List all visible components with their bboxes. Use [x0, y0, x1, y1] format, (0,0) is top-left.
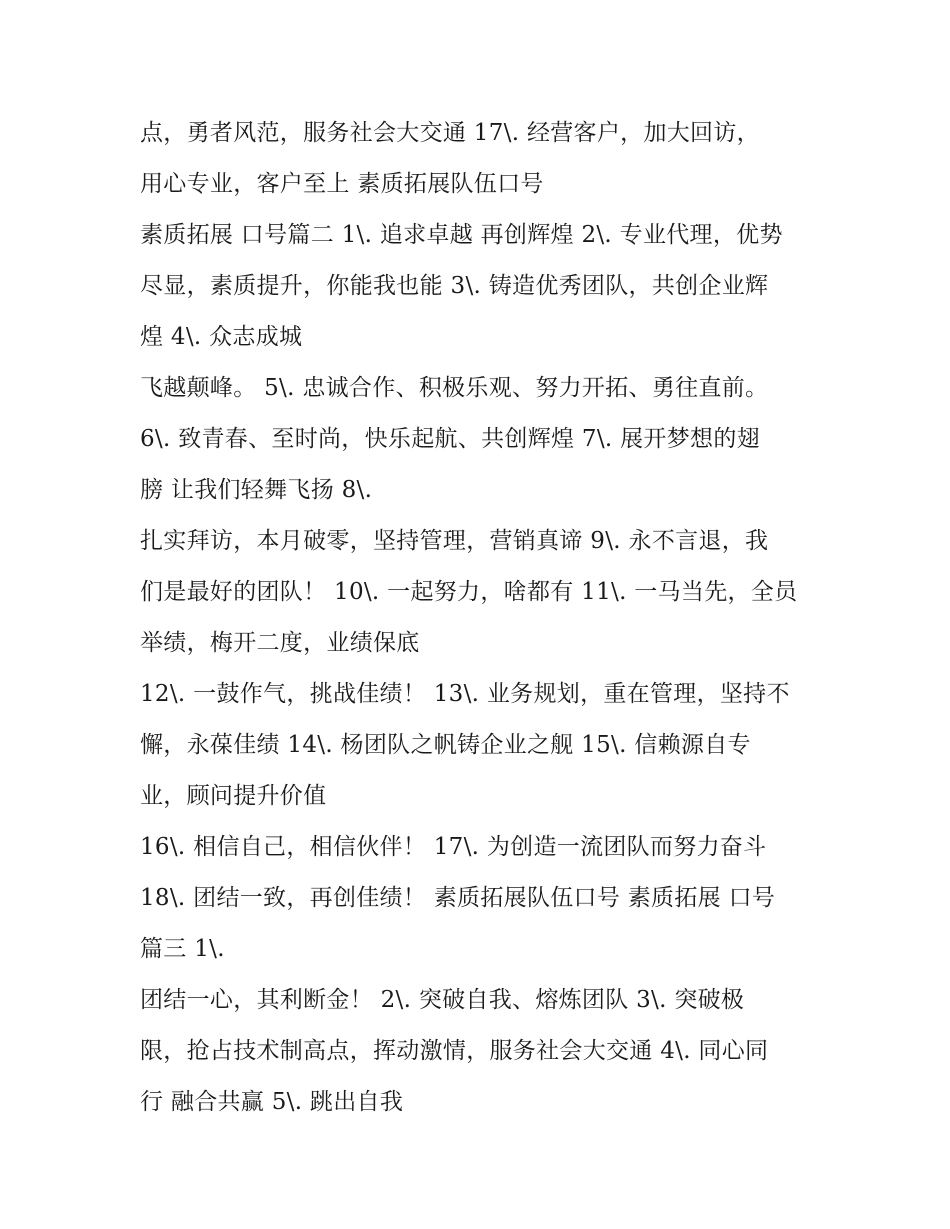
text-line: 篇三 1\.: [140, 936, 225, 962]
text-line: 18\. 团结一致，再创佳绩！ 素质拓展队伍口号 素质拓展 口号: [140, 885, 776, 911]
text-line: 用心专业，客户至上 素质拓展队伍口号: [140, 171, 544, 197]
text-line: 团结一心，其利断金！ 2\. 突破自我、熔炼团队 3\. 突破极: [140, 987, 745, 1013]
text-line: 16\. 相信自己，相信伙伴！ 17\. 为创造一流团队而努力奋斗: [140, 834, 767, 860]
text-line: 举绩，梅开二度，业绩保底: [140, 630, 420, 656]
text-line: 飞越颠峰。 5\. 忠诚合作、积极乐观、努力开拓、勇往直前。: [140, 375, 769, 401]
text-line: 煌 4\. 众志成城: [140, 324, 303, 350]
document-body: [140, 108, 820, 1128]
text-line: 限，抢占技术制高点，挥动激情，服务社会大交通 4\. 同心同: [140, 1038, 769, 1064]
text-line: 扎实拜访，本月破零，坚持管理，营销真谛 9\. 永不言退，我: [140, 528, 769, 554]
text-line: 们是最好的团队！ 10\. 一起努力，啥都有 11\. 一马当先，全员: [140, 579, 798, 605]
text-line: 6\. 致青春、至时尚，快乐起航、共创辉煌 7\. 展开梦想的翅: [140, 426, 760, 452]
text-line: 膀 让我们轻舞飞扬 8\.: [140, 477, 373, 503]
text-line: 尽显，素质提升，你能我也能 3\. 铸造优秀团队，共创企业辉: [140, 273, 769, 299]
text-line: 素质拓展 口号篇二 1\. 追求卓越 再创辉煌 2\. 专业代理，优势: [140, 222, 783, 248]
text-line: 行 融合共赢 5\. 跳出自我: [140, 1089, 404, 1115]
text-line: 点，勇者风范，服务社会大交通 17\. 经营客户，加大回访，: [140, 120, 760, 146]
text-line: 懈，永葆佳绩 14\. 杨团队之帆铸企业之舰 15\. 信赖源自专: [140, 732, 751, 758]
text-line: 业，顾问提升价值: [140, 783, 327, 809]
text-line: 12\. 一鼓作气，挑战佳绩！ 13\. 业务规划，重在管理，坚持不: [140, 681, 790, 707]
